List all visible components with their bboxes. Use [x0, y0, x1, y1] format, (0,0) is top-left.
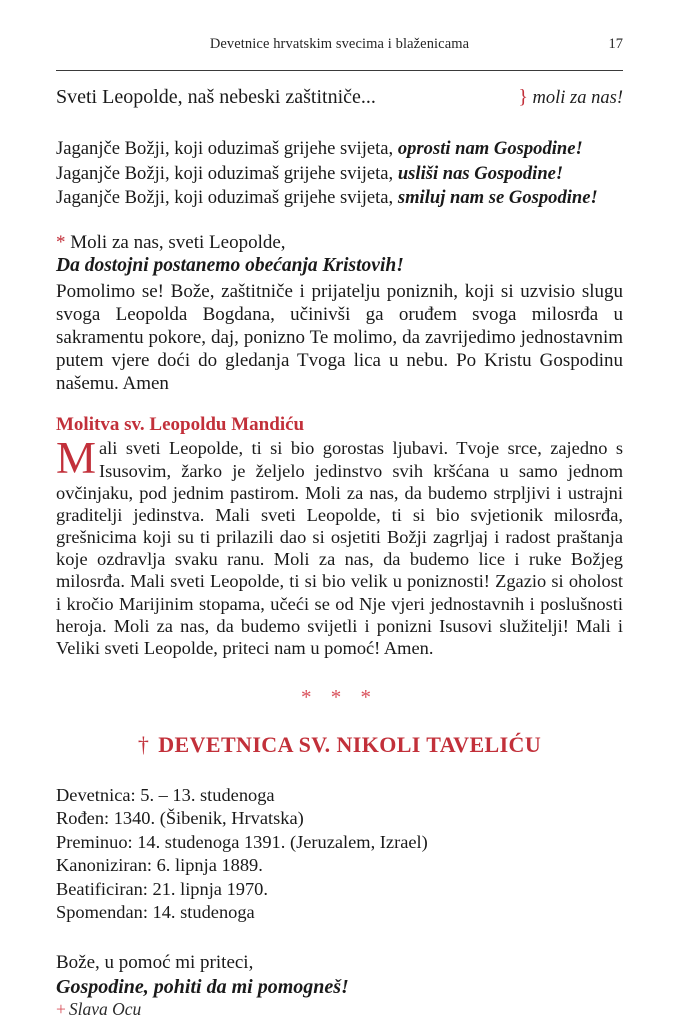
- closing-call: Bože, u pomoć mi priteci,: [56, 952, 254, 974]
- asterisk-divider: * * *: [301, 685, 378, 710]
- collect-prayer: Pomolimo se! Bože, zaštitniče i prijatelju poniznih, koji si uzvisio slugu svoga Leopolda Bogdana, učinivši ga oruđem svoga milosrđa u sakramentu pokore, daj, ponizno Te molimo, da zavrijedimo jednostavnim putem vjere doći do gledanja Tvoga lica u nebu. Po Kristu Gospodinu našemu. Amen: [56, 280, 623, 395]
- fact-line: Kanoniziran: 6. lipnja 1889.: [56, 855, 263, 876]
- litany-response: usliši nas Gospodine!: [397, 162, 564, 184]
- brace-icon: }: [518, 86, 528, 108]
- saint-facts-list: [56, 784, 623, 924]
- litany-response: smiluj nam se Gospodine!: [397, 187, 598, 209]
- invocation-text: Sveti Leopolde, naš nebeski zaštitniče...: [56, 86, 376, 108]
- running-header: [56, 36, 623, 70]
- versicle-call: Moli za nas, sveti Leopolde,: [65, 231, 286, 253]
- page-number: 17: [608, 36, 623, 52]
- section-heading: [56, 732, 623, 758]
- invocation-response: moli za nas!: [532, 88, 623, 108]
- cross-icon: +: [56, 998, 66, 1019]
- litany-line: [56, 137, 623, 162]
- prayer-body: Mali sveti Leopolde, ti si bio gorostas ljubavi. Tvoje srce, zajedno s Isusovim, žarko je željelo jedinstvo svih kršćana u samo jednom ovčinjaku, pod jednim pastirom. Moli za nas, da budemo strpljivi i ustrajni graditelji jedinstva. Mali sveti Leopolde, ti si bio svjetionik milosrđa, grešnicima koji su ti prilazili dao si osjetiti Božji zagrljaj i radost praštanja koje ozdravlja svaku ranu. Moli za nas, da budemo lice i ruke Božjeg milosrđa. Mali sveti Leopolde, ti si bio velik u poniznosti! Zgazio si oholost i kročio Marijinim stopama, učeći se od Nje vjeri jednostavnih i poslušnosti heroja. Moli za nas, da budemo svijetli i ponizni Isusovi služitelji! Mali i Veliki sveti Leopolde, priteci nam u pomoć! Amen.: [56, 433, 623, 658]
- litany-block: [56, 137, 623, 211]
- litany-call: Jaganjče Božji, koji oduzimaš grijehe svijeta,: [56, 138, 398, 159]
- invocation-response-group: [518, 86, 623, 109]
- litany-response: oprosti nam Gospodine!: [397, 138, 583, 159]
- litany-call: Jaganjče Božji, koji oduzimaš grijehe svijeta,: [56, 187, 398, 209]
- versicle-call-line: [56, 231, 623, 255]
- litany-line: [56, 186, 623, 211]
- fact-line: Beatificiran: 21. lipnja 1970.: [56, 878, 268, 899]
- litany-line: [56, 162, 623, 187]
- closing-glory-line: [56, 999, 623, 1020]
- fact-line: Preminuo: 14. studenoga 1391. (Jeruzalem, Izrael): [56, 831, 428, 852]
- closing-glory-text: Slava Ocu: [68, 998, 142, 1019]
- prayer-heading: Molitva sv. Leopoldu Mandiću: [56, 413, 305, 435]
- page-content: [56, 0, 623, 1020]
- section-title: DEVETNICA SV. NIKOLI TAVELIĆU: [158, 732, 542, 758]
- litany-call: Jaganjče Božji, koji oduzimaš grijehe svijeta,: [56, 162, 398, 184]
- running-header-title: Devetnice hrvatskim svecima i blaženicama: [209, 36, 470, 52]
- versicle-block: [56, 231, 623, 396]
- invocation-block: [56, 85, 623, 115]
- fact-line: Rođen: 1340. (Šibenik, Hrvatska): [56, 808, 304, 829]
- dagger-icon: †: [137, 732, 150, 758]
- closing-block: [56, 951, 623, 1020]
- closing-response: Gospodine, pohiti da mi pomogneš!: [56, 975, 349, 998]
- versicle-response: Da dostojni postanemo obećanja Kristovih!: [56, 255, 404, 277]
- asterisk-marker-icon: *: [56, 231, 66, 253]
- fact-line: Spomendan: 14. studenoga: [56, 901, 255, 922]
- header-rule: [56, 70, 623, 71]
- fact-line: Devetnica: 5. – 13. studenoga: [56, 785, 275, 806]
